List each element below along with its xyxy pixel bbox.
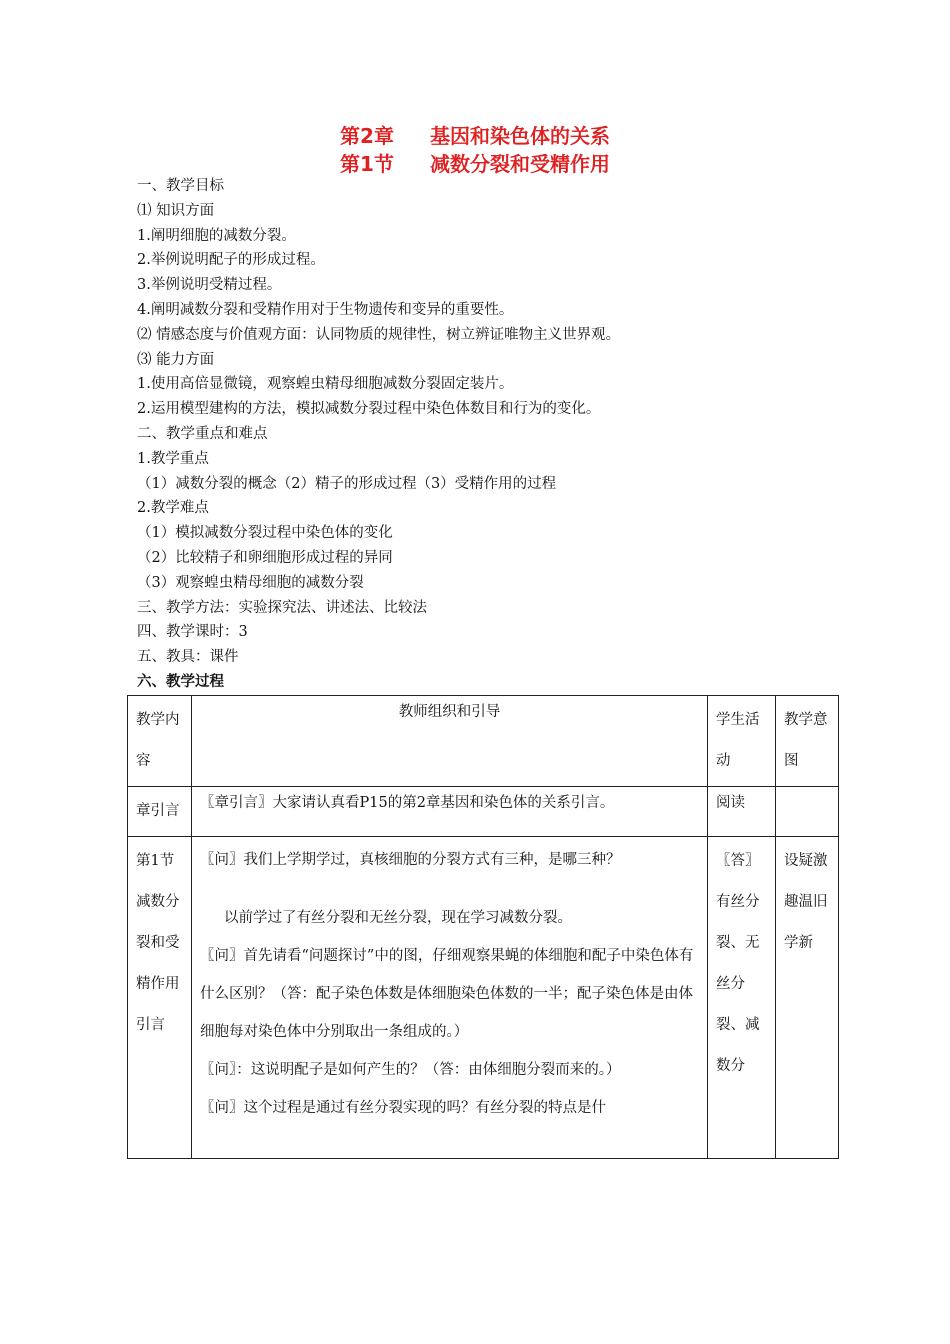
guide-paragraph: 〖章引言〗大家请认真看P15的第2章基因和染色体的关系引言。 — [200, 795, 615, 811]
text-line: （2）比较精子和卵细胞形成过程的异同 — [137, 549, 393, 566]
cell-guide — [192, 787, 708, 837]
text-line: 二、教学重点和难点 — [137, 425, 268, 442]
text-line: （3）观察蝗虫精母细胞的减数分裂 — [137, 574, 364, 591]
header-intent: 教学意图 — [776, 696, 839, 787]
cell-guide — [192, 837, 708, 1159]
title-block — [0, 122, 950, 178]
chapter-title — [0, 122, 950, 150]
guide-paragraph: 〖问〗首先请看“问题探讨”中的图，仔细观察果蝇的体细胞和配子中染色体有什么区别？（答：配子染色体数是体细胞染色体数的一半；配子染色体是由体细胞每对染色体中分别取出一条组成的。） — [200, 948, 694, 1040]
section-name: 减数分裂和受精作用 — [429, 152, 610, 176]
text-line: ⑴ 知识方面 — [137, 202, 215, 219]
text-line: （1）减数分裂的概念（2）精子的形成过程（3）受精作用的过程 — [137, 475, 557, 492]
text-line: 3.举例说明受精过程。 — [137, 277, 282, 294]
text-line: ⑵ 情感态度与价值观方面：认同物质的规律性，树立辨证唯物主义世界观。 — [137, 326, 621, 343]
text-line: 一、教学目标 — [137, 178, 224, 194]
cell-content: 第1节减数分裂和受精作用引言 — [128, 837, 192, 1159]
cell-content: 章引言 — [128, 787, 192, 837]
text-line: 2.教学难点 — [137, 500, 209, 517]
table-row — [128, 837, 839, 1159]
text-line: 4.阐明减数分裂和受精作用对于生物遗传和变异的重要性。 — [137, 301, 514, 318]
teaching-process-table — [127, 695, 839, 1159]
header-activity: 学生活动 — [708, 696, 776, 787]
text-line: 四、教学课时：3 — [137, 624, 248, 641]
cell-intent: 设疑激趣温旧学新 — [776, 837, 839, 1159]
guide-paragraph: 〖问〗这个过程是通过有丝分裂实现的吗？有丝分裂的特点是什 — [200, 1100, 606, 1116]
text-line: （1）模拟减数分裂过程中染色体的变化 — [137, 525, 393, 542]
text-line: 1.教学重点 — [137, 450, 209, 467]
text-line: 1.阐明细胞的减数分裂。 — [137, 227, 296, 244]
text-line: ⑶ 能力方面 — [137, 351, 215, 368]
text-line: 五、教具：课件 — [137, 649, 239, 666]
objectives-body — [137, 174, 857, 695]
text-line: 2.举例说明配子的形成过程。 — [137, 252, 325, 269]
table-header-row — [128, 696, 839, 787]
table-row — [128, 787, 839, 837]
process-heading: 六、教学过程 — [137, 673, 224, 690]
header-guide: 教师组织和引导 — [192, 696, 708, 787]
text-line: 三、教学方法：实验探究法、讲述法、比较法 — [137, 599, 427, 616]
guide-paragraph: 〖问〗：这说明配子是如何产生的？（答：由体细胞分裂而来的。） — [200, 1062, 621, 1078]
text-line: 1.使用高倍显微镜，观察蝗虫精母细胞减数分裂固定装片。 — [137, 376, 514, 393]
cell-intent — [776, 787, 839, 837]
cell-activity: 〖答〗有丝分裂、无丝分裂、减数分 — [708, 837, 776, 1159]
cell-activity: 阅读 — [708, 787, 776, 837]
chapter-name: 基因和染色体的关系 — [429, 124, 610, 148]
section-number: 第1节 — [340, 152, 394, 176]
guide-paragraph: 以前学过了有丝分裂和无丝分裂，现在学习减数分裂。 — [224, 910, 572, 926]
chapter-number: 第2章 — [340, 124, 394, 148]
header-content: 教学内容 — [128, 696, 192, 787]
text-line: 2.运用模型建构的方法，模拟减数分裂过程中染色体数目和行为的变化。 — [137, 401, 601, 418]
guide-paragraph: 〖问〗我们上学期学过，真核细胞的分裂方式有三种，是哪三种？ — [200, 852, 621, 868]
